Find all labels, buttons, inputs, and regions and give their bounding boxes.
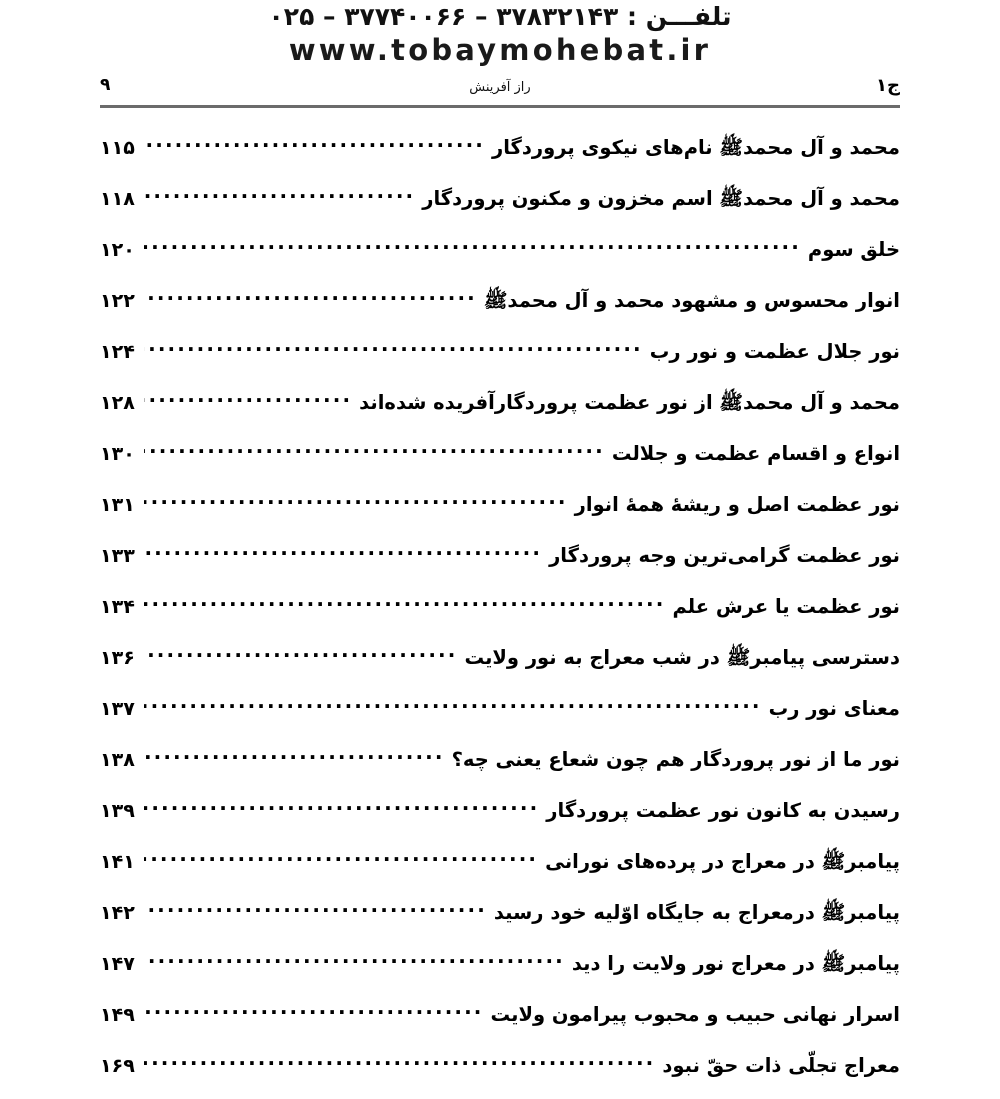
toc-entry-page-number: ۱۲۲	[100, 290, 135, 312]
toc-entry-page-number: ۱۳۷	[100, 698, 135, 720]
toc-entry[interactable]	[100, 640, 900, 691]
toc-leader-dots	[144, 640, 458, 664]
toc-entry-page-number: ۱۴۹	[100, 1004, 135, 1026]
toc-entry-title: نور ما از نور پروردگار هم چون شعاع یعنی چه؟	[451, 748, 900, 771]
toc-leader-dots	[144, 385, 352, 409]
toc-entry-title: رسیدن به کانون نور عظمت پروردگار	[546, 799, 900, 822]
toc-entry-title: خلق سوم	[807, 238, 900, 261]
toc-entry-page-number: ۱۳۶	[100, 647, 135, 669]
toc-entry[interactable]	[100, 436, 900, 487]
toc-entry[interactable]	[100, 283, 900, 334]
toc-entry-page-number: ۱۴۱	[100, 851, 135, 873]
toc-entry-page-number: ۱۴۲	[100, 902, 135, 924]
toc-entry-page-number: ۱۳۴	[100, 596, 135, 618]
toc-leader-dots	[144, 130, 485, 154]
toc-entry-title: دسترسی پیامبرﷺ در شب معراج به نور ولایت	[464, 646, 900, 669]
toc-entry-title: محمد و آل محمدﷺ اسم مخزون و مکنون پروردگار	[422, 187, 900, 210]
toc-entry-title: محمد و آل محمدﷺ از نور عظمت پروردگارآفریده شده‌اند	[359, 391, 900, 414]
toc-leader-dots	[144, 181, 415, 205]
toc-entry[interactable]	[100, 232, 900, 283]
table-of-contents	[100, 108, 900, 1099]
toc-entry-title: پیامبرﷺ در معراج نور ولایت را دید	[571, 952, 900, 975]
toc-entry-title: نور عظمت اصل و ریشهٔ همهٔ انوار	[574, 493, 900, 516]
book-title: راز آفرینش	[469, 80, 531, 95]
toc-leader-dots	[144, 742, 445, 766]
toc-entry[interactable]	[100, 895, 900, 946]
running-header	[100, 73, 900, 103]
toc-entry[interactable]	[100, 1048, 900, 1099]
toc-leader-dots	[144, 334, 643, 358]
toc-leader-dots	[144, 283, 477, 307]
toc-entry[interactable]	[100, 334, 900, 385]
toc-entry-title: پیامبرﷺ در معراج در پرده‌های نورانی	[545, 850, 900, 873]
toc-entry-title: انوار محسوس و مشهود محمد و آل محمدﷺ	[483, 289, 900, 312]
toc-leader-dots	[144, 1048, 656, 1072]
toc-entry-page-number: ۱۳۰	[100, 443, 135, 465]
toc-entry-page-number: ۱۳۳	[100, 545, 135, 567]
toc-entry-title: انواع و اقسام عظمت و جلالت	[611, 442, 900, 465]
toc-leader-dots	[144, 844, 538, 868]
toc-entry[interactable]	[100, 487, 900, 538]
page-number: ۹	[100, 75, 111, 95]
toc-entry-page-number: ۱۳۹	[100, 800, 135, 822]
toc-entry-page-number: ۱۲۰	[100, 239, 135, 261]
publisher-phone: تلفـــن : ۳۷۸۳۲۱۴۳ – ۳۷۷۴۰۰۶۶ – ۰۲۵	[268, 2, 732, 31]
toc-entry[interactable]	[100, 946, 900, 997]
toc-leader-dots	[144, 946, 565, 970]
toc-entry[interactable]	[100, 385, 900, 436]
volume-label: ج۱	[876, 75, 900, 96]
toc-leader-dots	[144, 997, 484, 1021]
toc-leader-dots	[144, 589, 666, 613]
toc-entry-page-number: ۱۶۹	[100, 1055, 135, 1077]
toc-entry-page-number: ۱۲۸	[100, 392, 135, 414]
toc-entry-title: نور عظمت گرامی‌ترین وجه پروردگار	[549, 544, 900, 567]
toc-entry-title: پیامبرﷺ درمعراج به جایگاه اوّلیه خود رسید	[493, 901, 900, 924]
toc-entry-page-number: ۱۳۱	[100, 494, 135, 516]
toc-entry-title: معراج تجلّی ذات حقّ نبود	[662, 1054, 900, 1077]
toc-leader-dots	[144, 232, 801, 256]
toc-entry-page-number: ۱۱۸	[100, 188, 135, 210]
toc-entry-page-number: ۱۱۵	[100, 137, 135, 159]
publisher-website: www.tobaymohebat.ir	[288, 33, 712, 67]
toc-entry-title: نور عظمت یا عرش علم	[672, 595, 900, 618]
toc-leader-dots	[144, 793, 539, 817]
toc-leader-dots	[144, 436, 605, 460]
toc-entry[interactable]	[100, 844, 900, 895]
toc-entry[interactable]	[100, 793, 900, 844]
toc-entry[interactable]	[100, 691, 900, 742]
toc-entry-page-number: ۱۳۸	[100, 749, 135, 771]
toc-entry[interactable]	[100, 742, 900, 793]
toc-leader-dots	[144, 691, 762, 715]
toc-entry-page-number: ۱۴۷	[100, 953, 135, 975]
toc-leader-dots	[144, 538, 542, 562]
toc-entry-title: نور جلال عظمت و نور رب	[649, 340, 900, 363]
toc-entry-title: اسرار نهانی حبیب و محبوب پیرامون ولایت	[490, 1003, 900, 1026]
toc-leader-dots	[144, 895, 487, 919]
toc-entry[interactable]	[100, 538, 900, 589]
toc-entry[interactable]	[100, 181, 900, 232]
toc-entry-page-number: ۱۲۴	[100, 341, 135, 363]
publisher-stamp	[0, 0, 1000, 67]
toc-leader-dots	[144, 487, 568, 511]
toc-entry-title: معنای نور رب	[768, 697, 900, 720]
toc-entry[interactable]	[100, 589, 900, 640]
toc-entry[interactable]	[100, 997, 900, 1048]
toc-entry[interactable]	[100, 130, 900, 181]
toc-entry-title: محمد و آل محمدﷺ نام‌های نیکوی پروردگار	[491, 136, 900, 159]
